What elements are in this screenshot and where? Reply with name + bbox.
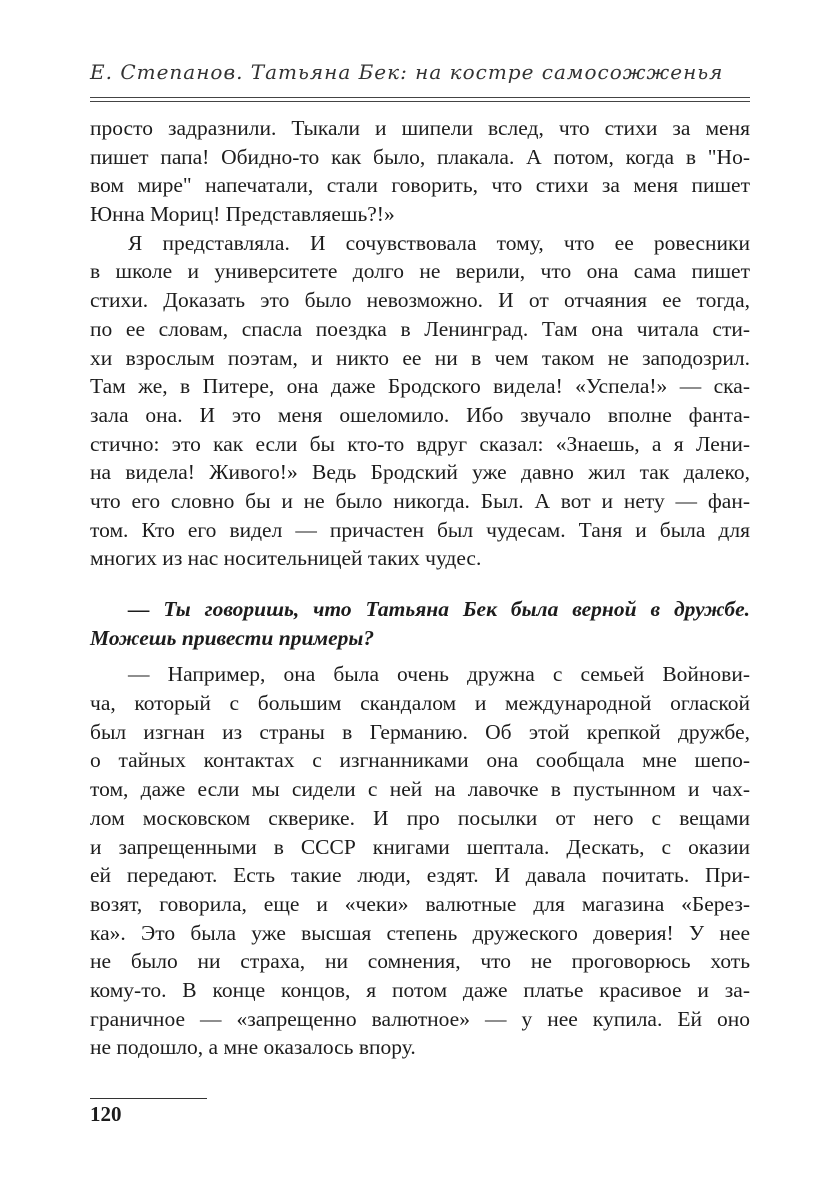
text-line: пишет папа! Обидно-то как было, плакала. А потом, когда в "Но- [90,144,750,169]
text-line: хи взрослым поэтам, и никто ее ни в чем таком не заподозрил. [90,345,750,370]
text-line: о тайных контактах с изгнанниками она сообщала мне шепо- [90,748,750,773]
text-line: — Ты говоришь, что Татьяна Бек была верной в дружбе. [128,597,750,621]
text-line: ча, который с большим скандалом и международной оглаской [90,691,750,716]
header-rule-bottom [90,101,750,102]
footer-rule [90,1098,207,1099]
text-line: на видела! Живого!» Ведь Бродский уже давно жил так далеко, [90,460,750,485]
text-line: вом мире" напечатали, стали говорить, что стихи за меня пишет [90,173,750,198]
text-line: просто задразнили. Тыкали и шипели вслед, что стихи за меня [90,116,750,140]
text-line: том. Кто его видел — причастен был чудесам. Таня и была для [90,517,750,542]
text-line: — Например, она была очень дружна с семьей Войнови- [128,662,750,687]
text-line: том, даже если мы сидели с ней на лавочке в пустынном и чах- [90,777,750,802]
text-line: ей передают. Есть такие люди, ездят. И давала почитать. При- [90,863,750,888]
body-text [90,114,750,1062]
text-line: был изгнан из страны в Германию. Об этой крепкой дружбе, [90,719,750,744]
paragraph [90,229,750,573]
text-line: по ее словам, спасла поездка в Ленинград. Там она читала сти- [90,316,750,341]
text-line: в школе и университете долго не верили, что она сама пишет [90,259,750,284]
interview-question [90,595,750,652]
text-line: что его словно бы и не было никогда. Был. А вот и нету — фан- [90,488,750,513]
text-line: ка». Это была уже высшая степень дружеского доверия! У нее [90,920,750,945]
text-line: возят, говорила, еще и «чеки» валютные для магазина «Берез- [90,891,750,916]
page-number: 120 [90,1102,122,1126]
text-line: многих из нас носительницей таких чудес. [90,546,482,571]
text-line: стихи. Доказать это было невозможно. И от отчаяния ее тогда, [90,288,750,313]
text-line: не было ни страха, ни сомнения, что не проговорюсь хоть [90,949,750,974]
text-line: Можешь привести примеры? [90,625,375,650]
text-line: зала она. И это меня ошеломило. Ибо звучало вполне фанта- [90,402,750,427]
text-line: и запрещенными в СССР книгами шептала. Дескать, с оказии [90,834,750,859]
text-line: Там же, в Питере, она даже Бродского видела! «Успела!» — ска- [90,374,750,399]
text-line: Юнна Мориц! Представляешь?!» [90,202,395,227]
running-header: Е. Степанов. Татьяна Бек: на костре самосожженья [90,60,724,84]
text-line: Я представляла. И сочувствовала тому, что ее ровесники [128,230,750,255]
text-line: не подошло, а мне оказалось впору. [90,1035,416,1060]
text-line: граничное — «запрещенно валютное» — у нее купила. Ей оно [90,1006,750,1031]
text-line: стично: это как если бы кто-то вдруг сказал: «Знаешь, а я Лени- [90,431,750,456]
text-line: лом московском скверике. И про посылки от него с вещами [90,805,750,830]
header-rule-top [90,97,750,98]
text-line: кому-то. В конце концов, я потом даже платье красивое и за- [90,977,750,1002]
interview-answer [90,660,750,1062]
paragraph-continuation [90,114,750,229]
